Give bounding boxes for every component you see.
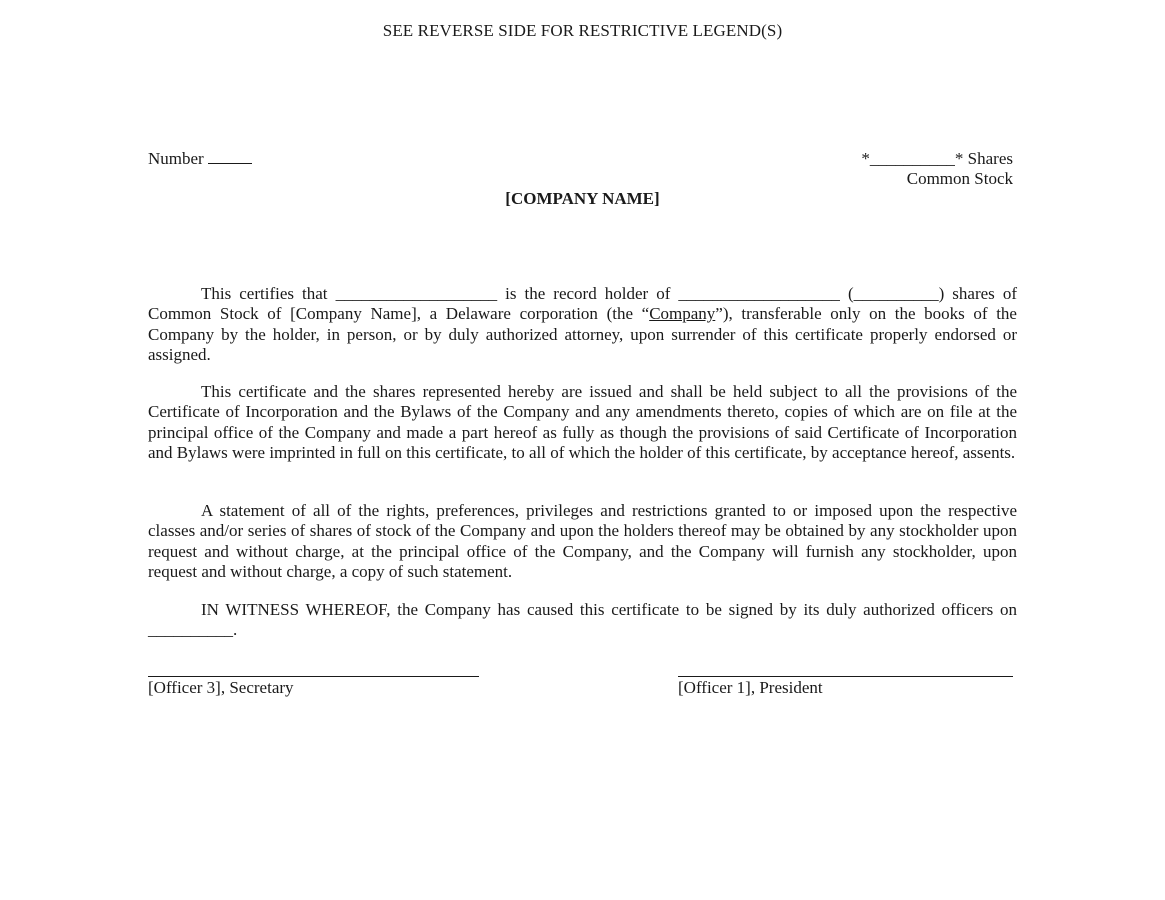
paragraph-rights-statement bbox=[148, 501, 1017, 582]
shares-count: *__________* Shares bbox=[861, 149, 1013, 168]
signature-line-president bbox=[678, 676, 1013, 677]
paragraph-provisions bbox=[148, 382, 1017, 463]
signature-line-secretary bbox=[148, 676, 479, 677]
paragraph-certification bbox=[148, 284, 1017, 365]
certificate-number bbox=[148, 149, 252, 169]
restrictive-legend-notice: SEE REVERSE SIDE FOR RESTRICTIVE LEGEND(S) bbox=[382, 21, 783, 40]
p4-text: IN WITNESS WHEREOF, the Company has caused this certificate to be signed by its duly authorized officers on __________. bbox=[148, 600, 1017, 640]
p2-text: This certificate and the shares represented hereby are issued and shall be held subject to all the provisions of the Certificate of Incorporation and the Bylaws of the Company and any amendments thereto, copies of which are on file at the principal office of the Company and made a part hereof as fully as though the provisions of said Certificate of Incorporation and Bylaws were imprinted in full on this certificate, to all of which the holder of this certificate, by acceptance hereof, assents. bbox=[148, 382, 1017, 462]
stock-class: Common Stock bbox=[906, 169, 1013, 188]
number-label: Number bbox=[148, 149, 204, 168]
company-name-heading: [COMPANY NAME] bbox=[505, 189, 660, 208]
p1-text-before: This certifies that ___________________ is the record holder of ___________________ (__________) shares of Common Stock of [Company Name], a Delaware corporation (the “ bbox=[148, 284, 1017, 324]
paragraph-witness bbox=[148, 600, 1017, 641]
p3-text: A statement of all of the rights, preferences, privileges and restrictions granted to or imposed upon the respective classes and/or series of shares of stock of the Company and upon the holders thereof may be obtained by any stockholder upon request and without charge, at the principal office of the Company, and the Company will furnish any stockholder, upon request and without charge, a copy of such statement. bbox=[148, 501, 1017, 581]
p1-text-after: ”), transferable only on the books of the Company by the holder, in person, or by duly authorized attorney, upon surrender of this certificate properly endorsed or assigned. bbox=[148, 304, 1017, 364]
defined-term-company: Company bbox=[649, 304, 716, 324]
signature-label-secretary: [Officer 3], Secretary bbox=[148, 678, 294, 697]
number-blank bbox=[208, 151, 252, 164]
signature-label-president: [Officer 1], President bbox=[678, 678, 823, 697]
